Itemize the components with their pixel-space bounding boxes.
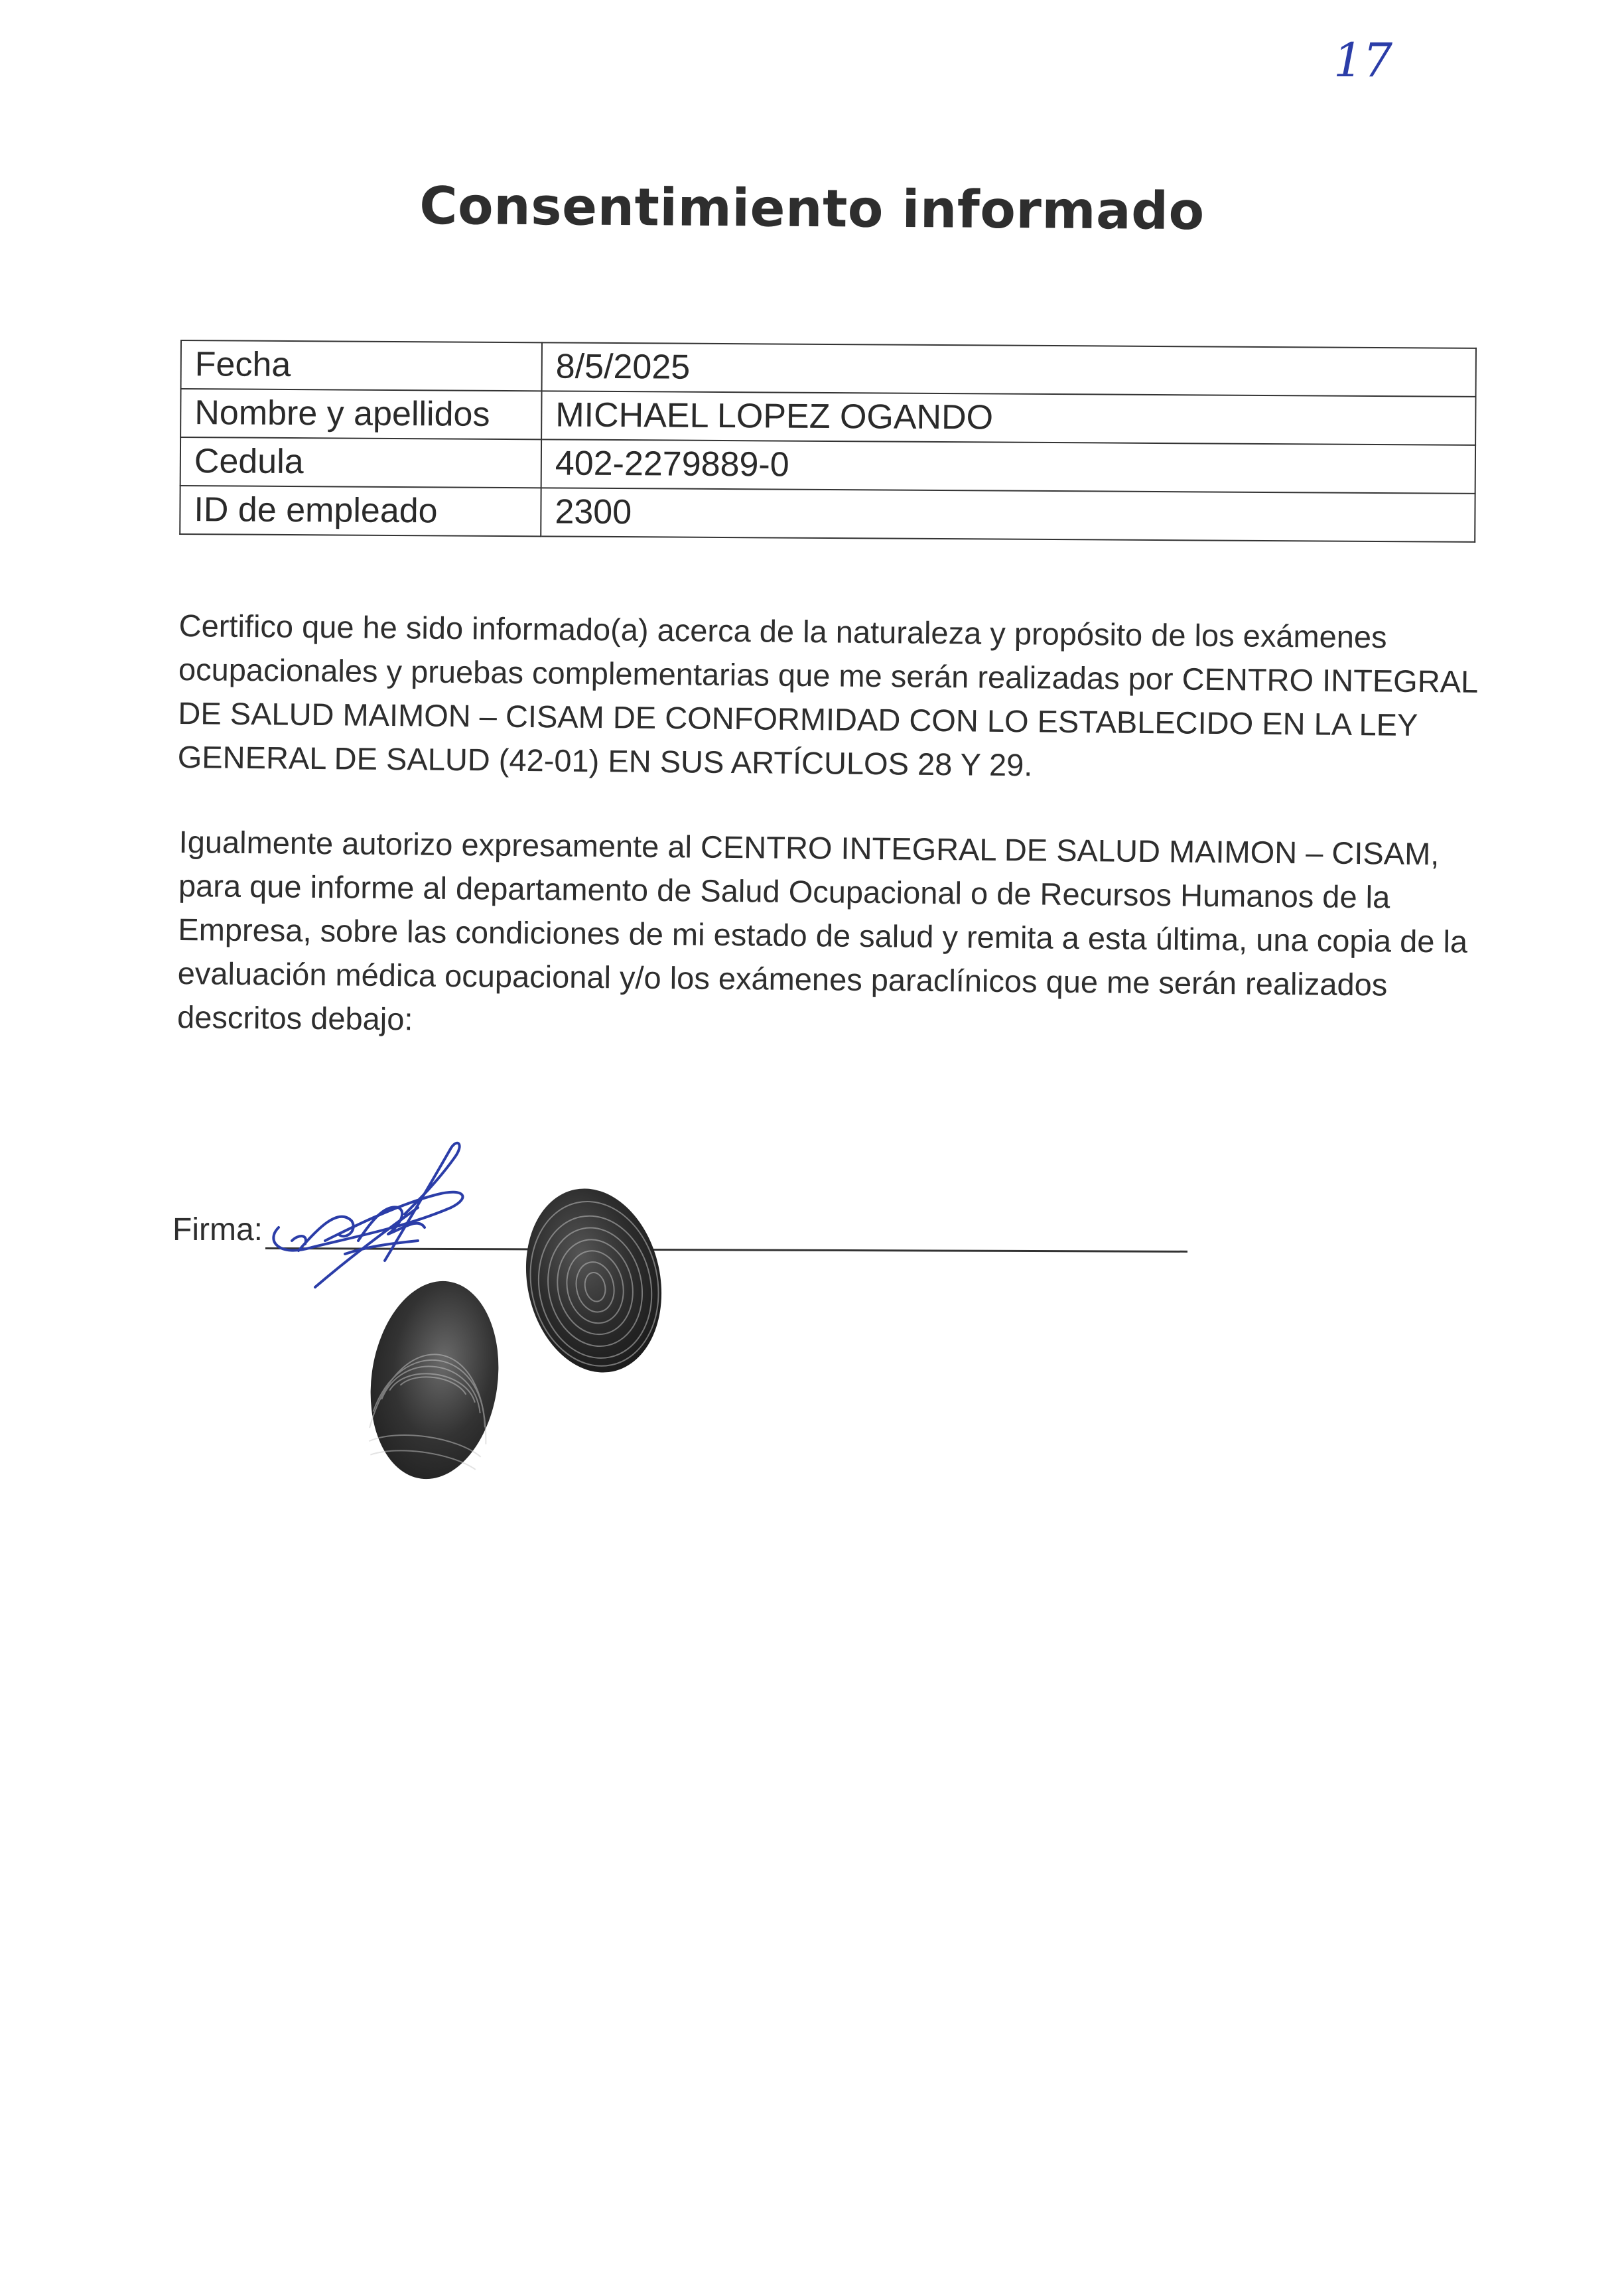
table-row: [180, 389, 1475, 445]
row-value: 402-2279889-0: [541, 439, 1475, 494]
row-label: Cedula: [180, 437, 541, 488]
fingerprint-right: [517, 1181, 670, 1380]
authorization-paragraph: Igualmente autorizo expresamente al CENTRO INTEGRAL DE SALUD MAIMON – CISAM, para que informe al departamento de Salud Ocupacional o de Recursos Humanos de la Empresa, sobre las condiciones de mi estado de salud y remita a esta última, una copia de la evaluación médica ocupacional y/o los exámenes paraclínicos que me serán realizados descritos debajo:: [176, 823, 1468, 1037]
document-title: Consentimiento informado: [419, 176, 1205, 242]
row-value: 2300: [541, 488, 1475, 542]
row-label: Fecha: [181, 340, 542, 391]
row-value: MICHAEL LOPEZ OGANDO: [541, 391, 1475, 445]
row-label: ID de empleado: [180, 486, 541, 536]
signature-label: Firma:: [172, 1212, 263, 1247]
row-value: 8/5/2025: [542, 342, 1476, 397]
row-label: Nombre y apellidos: [180, 389, 541, 439]
fingerprint-left: [358, 1274, 511, 1486]
info-table: [179, 340, 1477, 543]
certification-paragraph: Certifico que he sido informado(a) acerca de la naturaleza y propósito de los exámenes ocupacionales y pruebas complementarias que me serán realizadas por CENTRO INTEGRAL DE SALUD MAIMON – CISAM DE CONFORMIDAD CON LO ESTABLECIDO EN LA LEY GENERAL DE SALUD (42-01) EN SUS ARTÍCULOS 28 Y 29.: [177, 607, 1477, 783]
page-number-mark: 17: [1333, 33, 1393, 88]
table-row: [180, 437, 1475, 494]
table-row: [180, 486, 1475, 542]
table-row: [181, 340, 1476, 397]
